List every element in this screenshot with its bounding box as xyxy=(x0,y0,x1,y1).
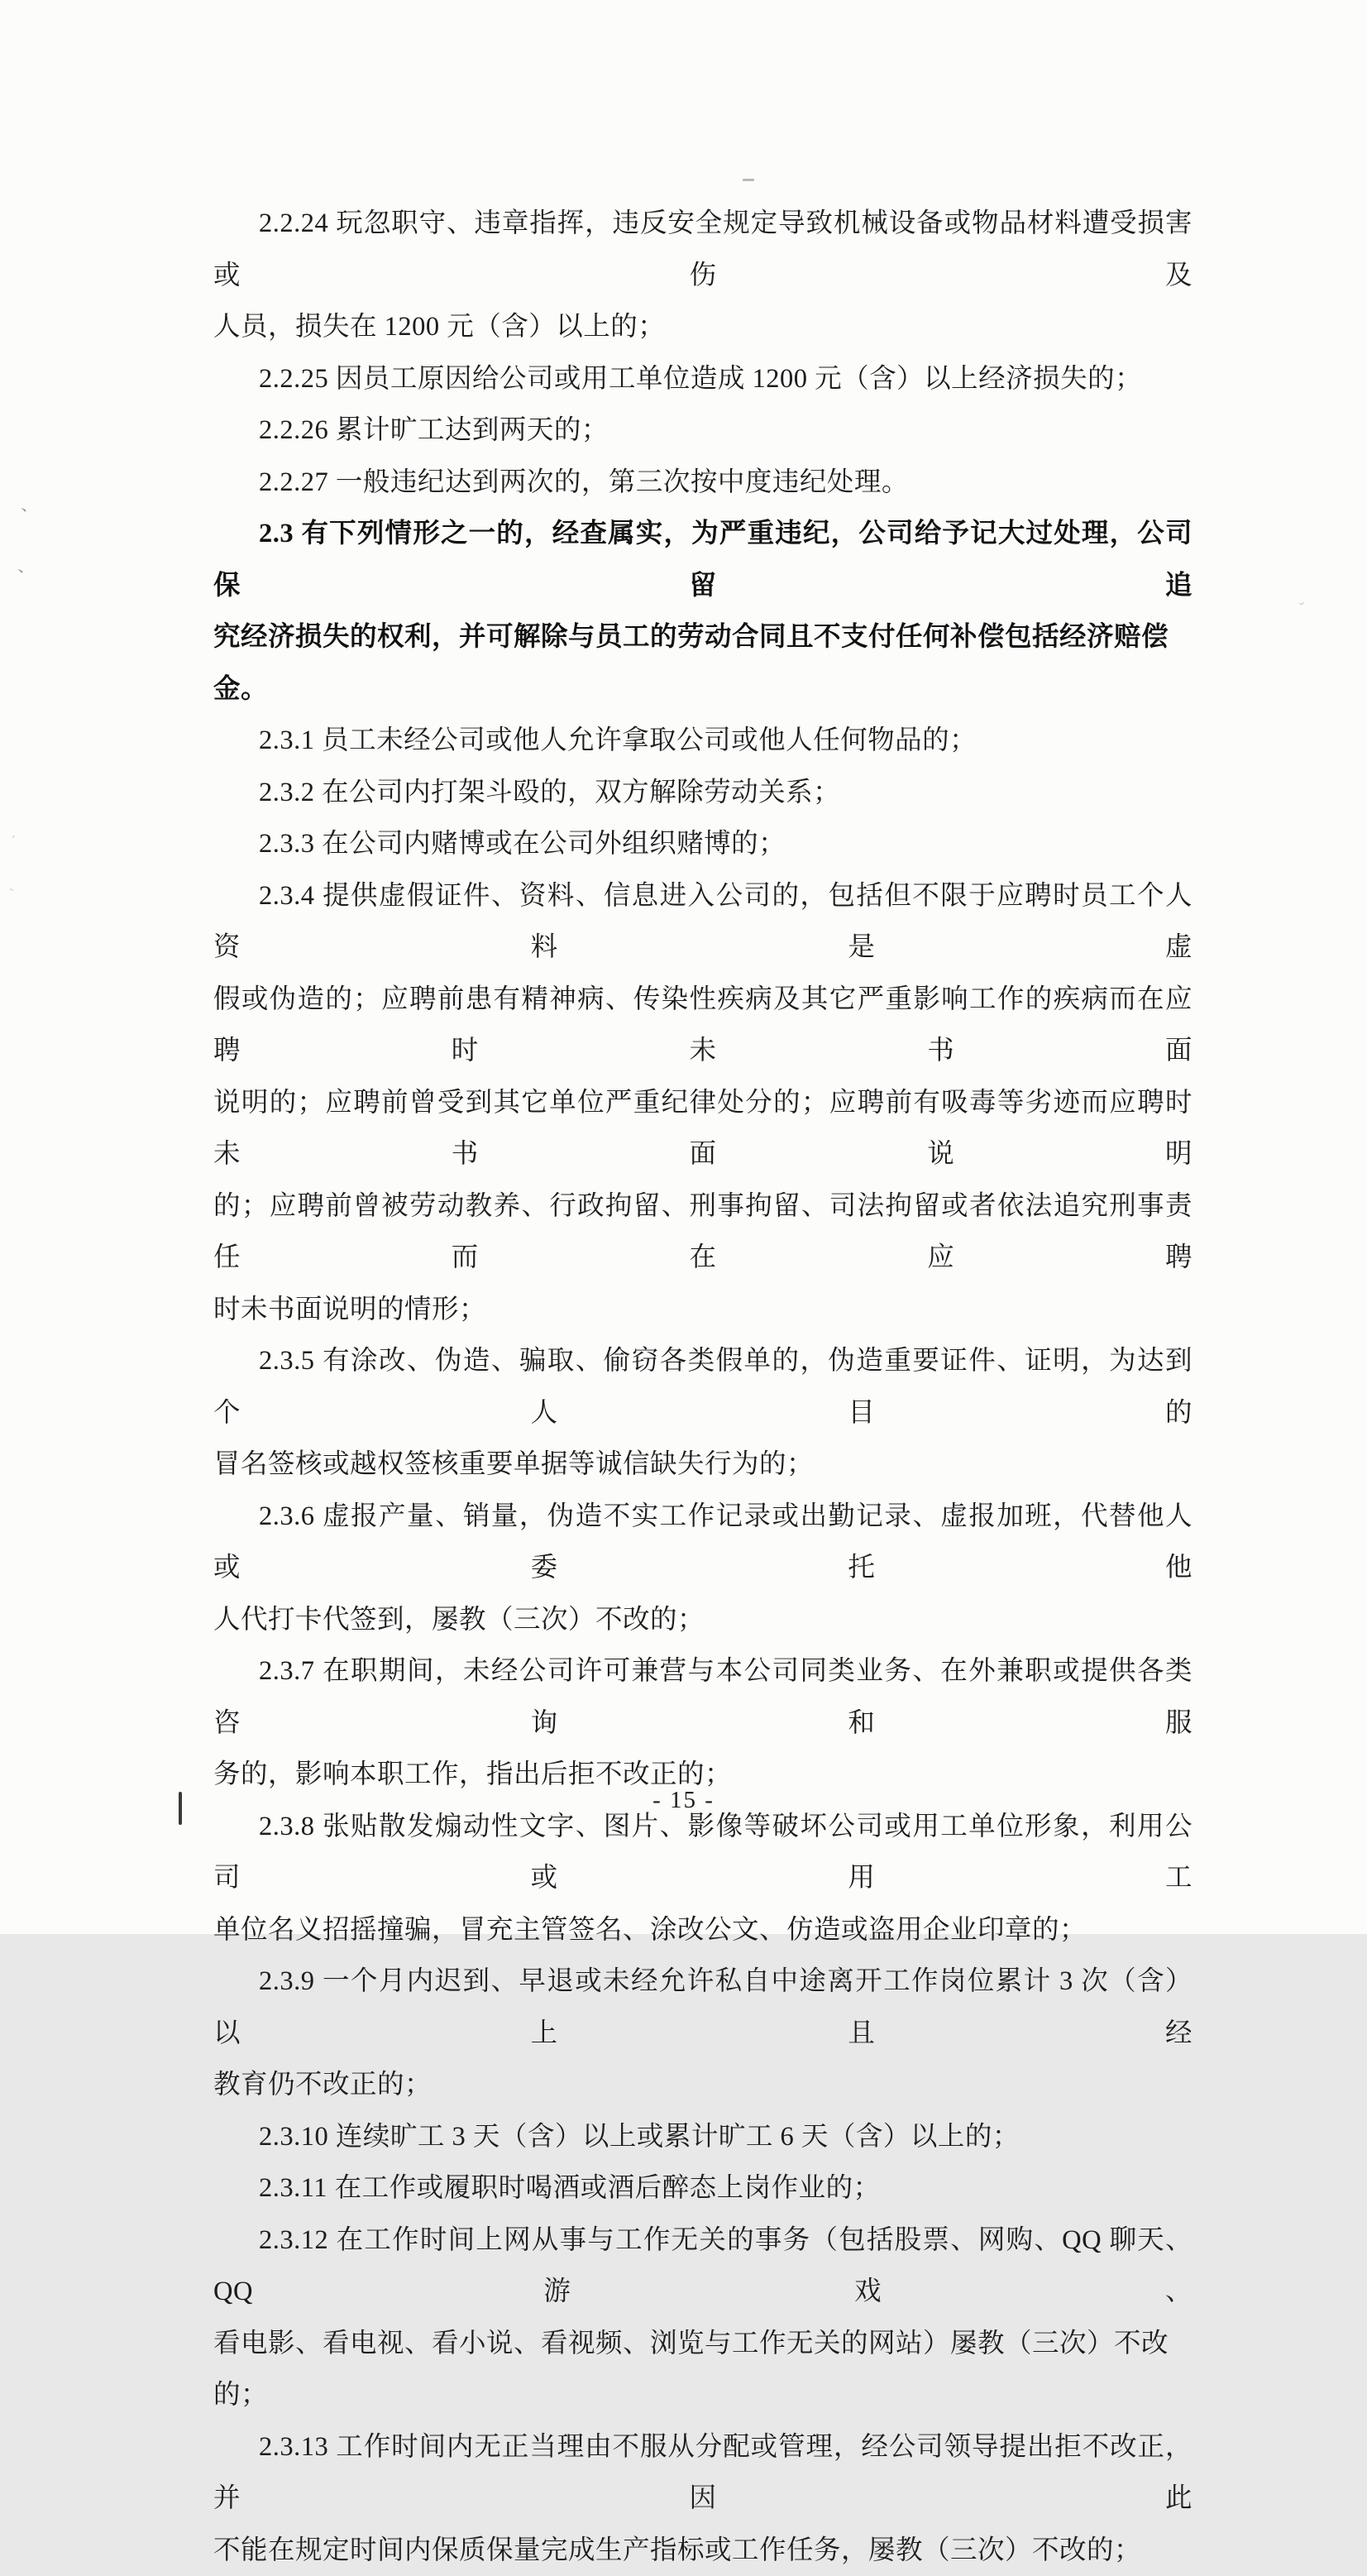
scan-speck-artifact: ˇ xyxy=(1298,601,1307,618)
paragraph-2-3-5 xyxy=(213,1335,1193,1491)
paragraph-2-2-24 xyxy=(213,198,1193,353)
text-line: 2.2.24 玩忽职守、违章指挥，违反安全规定导致机械设备或物品材料遭受损害或伤及 xyxy=(213,198,1193,301)
paragraph-2-3-9 xyxy=(213,1956,1193,2111)
text-line: 2.3.3 在公司内赌博或在公司外组织赌博的； xyxy=(213,818,1193,870)
paragraph-2-3-1 xyxy=(213,715,1193,767)
paragraph-2-3-8 xyxy=(213,1801,1193,1956)
page-number: - 15 - xyxy=(0,1787,1367,1814)
text-line: 2.3.8 张贴散发煽动性文字、图片、影像等破坏公司或用工单位形象，利用公司或用工 xyxy=(213,1801,1193,1904)
text-line: 的；应聘前曾被劳动教养、行政拘留、刑事拘留、司法拘留或者依法追究刑事责任而在应聘 xyxy=(213,1180,1193,1284)
text-line: 时未书面说明的情形； xyxy=(213,1284,1193,1336)
text-line: 冒名签核或越权签核重要单据等诚信缺失行为的； xyxy=(213,1439,1193,1491)
paragraph-2-3-10 xyxy=(213,2111,1193,2163)
text-line: 2.2.27 一般违纪达到两次的，第三次按中度违纪处理。 xyxy=(213,457,1193,509)
text-line: 人员，损失在 1200 元（含）以上的； xyxy=(213,301,1193,353)
paragraph-2-3-12 xyxy=(213,2214,1193,2421)
text-line: 2.3.10 连续旷工 3 天（含）以上或累计旷工 6 天（含）以上的； xyxy=(213,2111,1193,2163)
text-line: 2.3.11 在工作或履职时喝酒或酒后醉态上岗作业的； xyxy=(213,2162,1193,2214)
scan-dash-artifact xyxy=(743,179,754,181)
text-line: 2.2.26 累计旷工达到两天的； xyxy=(213,405,1193,457)
text-line: 2.3.4 提供虚假证件、资料、信息进入公司的，包括但不限于应聘时员工个人资料是虚 xyxy=(213,870,1193,974)
scan-speck-artifact: ˋ xyxy=(8,887,17,904)
paragraph-2-3-6 xyxy=(213,1491,1193,1646)
text-line: 2.3.5 有涂改、伪造、骗取、偷窃各类假单的，伪造重要证件、证明，为达到个人目的 xyxy=(213,1335,1193,1439)
text-line: 2.3.7 在职期间，未经公司许可兼营与本公司同类业务、在外兼职或提供各类咨询和服 xyxy=(213,1645,1193,1749)
text-block xyxy=(213,198,1193,2576)
scan-bar-artifact xyxy=(179,1792,182,1825)
text-line: 2.2.25 因员工原因给公司或用工单位造成 1200 元（含）以上经济损失的； xyxy=(213,353,1193,405)
scan-speck-artifact: 、 xyxy=(15,556,35,576)
text-line: 2.3.1 员工未经公司或他人允许拿取公司或他人任何物品的； xyxy=(213,715,1193,767)
paragraph-2-2-26 xyxy=(213,405,1193,457)
paragraph-2-3-3 xyxy=(213,818,1193,870)
paragraph-2-3-2 xyxy=(213,767,1193,819)
paragraph-2-3-7 xyxy=(213,1645,1193,1801)
paragraph-2-3-4 xyxy=(213,870,1193,1336)
text-line: 教育仍不改正的； xyxy=(213,2059,1193,2111)
paragraph-2-2-27 xyxy=(213,457,1193,509)
text-line: 2.3.12 在工作时间上网从事与工作无关的事务（包括股票、网购、QQ 聊天、QQ 游戏、 xyxy=(213,2214,1193,2318)
text-line: 2.3.2 在公司内打架斗殴的，双方解除劳动关系； xyxy=(213,767,1193,819)
text-line: 务的，影响本职工作，指出后拒不改正的； xyxy=(213,1749,1193,1801)
text-line: 2.3 有下列情形之一的，经查属实，为严重违纪，公司给予记大过处理，公司保留追 xyxy=(213,508,1193,611)
text-line: 究经济损失的权利，并可解除与员工的劳动合同且不支付任何补偿包括经济赔偿金。 xyxy=(213,611,1193,715)
paragraph-2-2-25 xyxy=(213,353,1193,405)
text-line: 假或伪造的；应聘前患有精神病、传染性疾病及其它严重影响工作的疾病而在应聘时未书面 xyxy=(213,974,1193,1077)
text-line: 2.3.6 虚报产量、销量，伪造不实工作记录或出勤记录、虚报加班，代替他人或委托他 xyxy=(213,1491,1193,1594)
paragraph-2-3-13 xyxy=(213,2421,1193,2576)
text-line: 人代打卡代签到，屡教（三次）不改的； xyxy=(213,1594,1193,1646)
scan-speck-artifact: ˊ xyxy=(10,834,19,851)
text-line: 不能在规定时间内保质保量完成生产指标或工作任务，屡教（三次）不改的； xyxy=(213,2525,1193,2576)
text-line: 2.3.13 工作时间内无正当理由不服从分配或管理，经公司领导提出拒不改正，并因此 xyxy=(213,2421,1193,2525)
paragraph-2-3-11 xyxy=(213,2162,1193,2214)
text-line: 看电影、看电视、看小说、看视频、浏览与工作无关的网站）屡教（三次）不改的； xyxy=(213,2318,1193,2421)
text-line: 说明的；应聘前曾受到其它单位严重纪律处分的；应聘前有吸毒等劣迹而应聘时未书面说明 xyxy=(213,1077,1193,1180)
paragraph-2-3 xyxy=(213,508,1193,715)
text-line: 单位名义招摇撞骗，冒充主管签名、涂改公文、仿造或盗用企业印章的； xyxy=(213,1904,1193,1956)
text-line: 2.3.9 一个月内迟到、早退或未经允许私自中途离开工作岗位累计 3 次（含）以上且经 xyxy=(213,1956,1193,2059)
scan-speck-artifact: 、 xyxy=(18,495,38,515)
